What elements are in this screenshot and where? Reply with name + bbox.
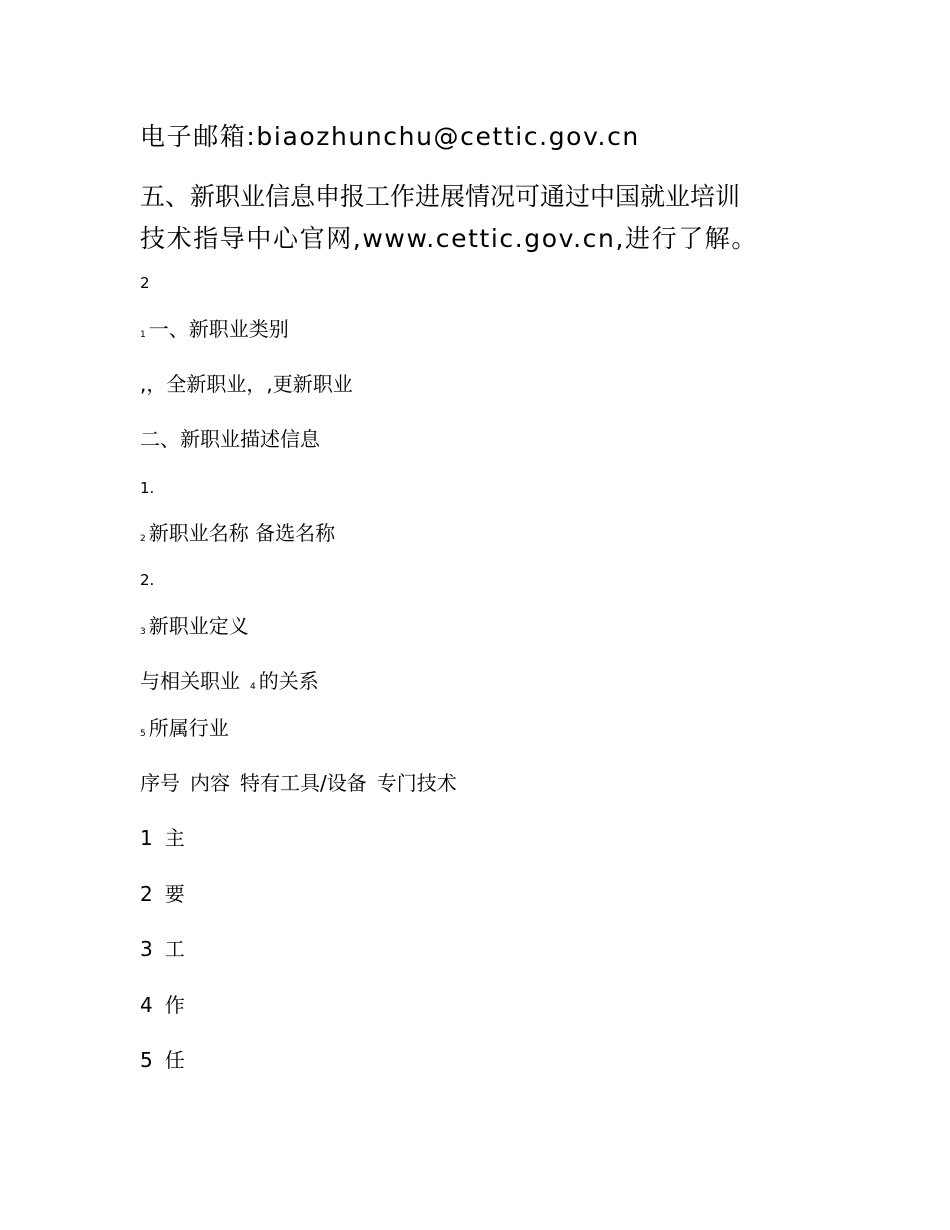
industry-line <box>140 718 229 738</box>
row-number: 2 <box>140 882 153 906</box>
item-1-line <box>140 523 335 543</box>
footnote-marker-2: 2 <box>140 534 146 544</box>
row-content: 要 <box>164 882 185 906</box>
new-occupation-definition-label: 新职业定义 <box>148 614 249 638</box>
row-content: 主 <box>164 826 185 850</box>
notice-line-1: 五、新职业信息申报工作进展情况可通过中国就业培训 <box>140 182 741 211</box>
row-content: 作 <box>164 993 185 1017</box>
item-2-number: 2. <box>140 571 155 589</box>
item-2-line <box>140 616 249 636</box>
row-content: 任 <box>164 1048 185 1072</box>
section-2-title: 二、新职业描述信息 <box>140 427 320 451</box>
section-1-title: 一、新职业类别 <box>148 317 289 341</box>
email-line: 电子邮箱:biaozhunchu@cettic.gov.cn <box>140 122 640 151</box>
item-1-number: 1. <box>140 479 155 497</box>
footnote-marker-5: 5 <box>140 729 146 739</box>
table-header <box>140 773 457 793</box>
notice-line-2: 技术指导中心官网,www.cettic.gov.cn,进行了解。 <box>140 224 759 253</box>
footnote-marker-4: 4 <box>250 682 256 692</box>
row-number: 3 <box>140 937 153 961</box>
table-header-cell: 专门技术 <box>376 771 457 795</box>
row-number: 1 <box>140 826 153 850</box>
relation-prefix: 与相关职业 <box>140 669 240 693</box>
table-row <box>140 884 185 904</box>
occupation-type-options: ,，全新职业，,更新职业 <box>140 372 353 396</box>
table-row <box>140 828 185 848</box>
row-number: 5 <box>140 1048 153 1072</box>
table-row <box>140 939 185 959</box>
page-number: 2 <box>140 274 150 292</box>
table-header-cell: 内容 <box>190 771 230 795</box>
section-1-heading <box>140 319 289 339</box>
new-occupation-name-label: 新职业名称 备选名称 <box>148 521 336 545</box>
relation-line <box>140 671 319 691</box>
relation-suffix: 的关系 <box>258 669 319 693</box>
industry-label: 所属行业 <box>148 716 229 740</box>
table-row <box>140 995 185 1015</box>
row-content: 工 <box>164 937 185 961</box>
footnote-marker-3: 3 <box>140 627 146 637</box>
table-header-cell: 特有工具/设备 <box>240 771 367 795</box>
footnote-marker-1: 1 <box>140 330 146 340</box>
table-row <box>140 1050 185 1070</box>
row-number: 4 <box>140 993 153 1017</box>
table-header-cell: 序号 <box>140 771 180 795</box>
